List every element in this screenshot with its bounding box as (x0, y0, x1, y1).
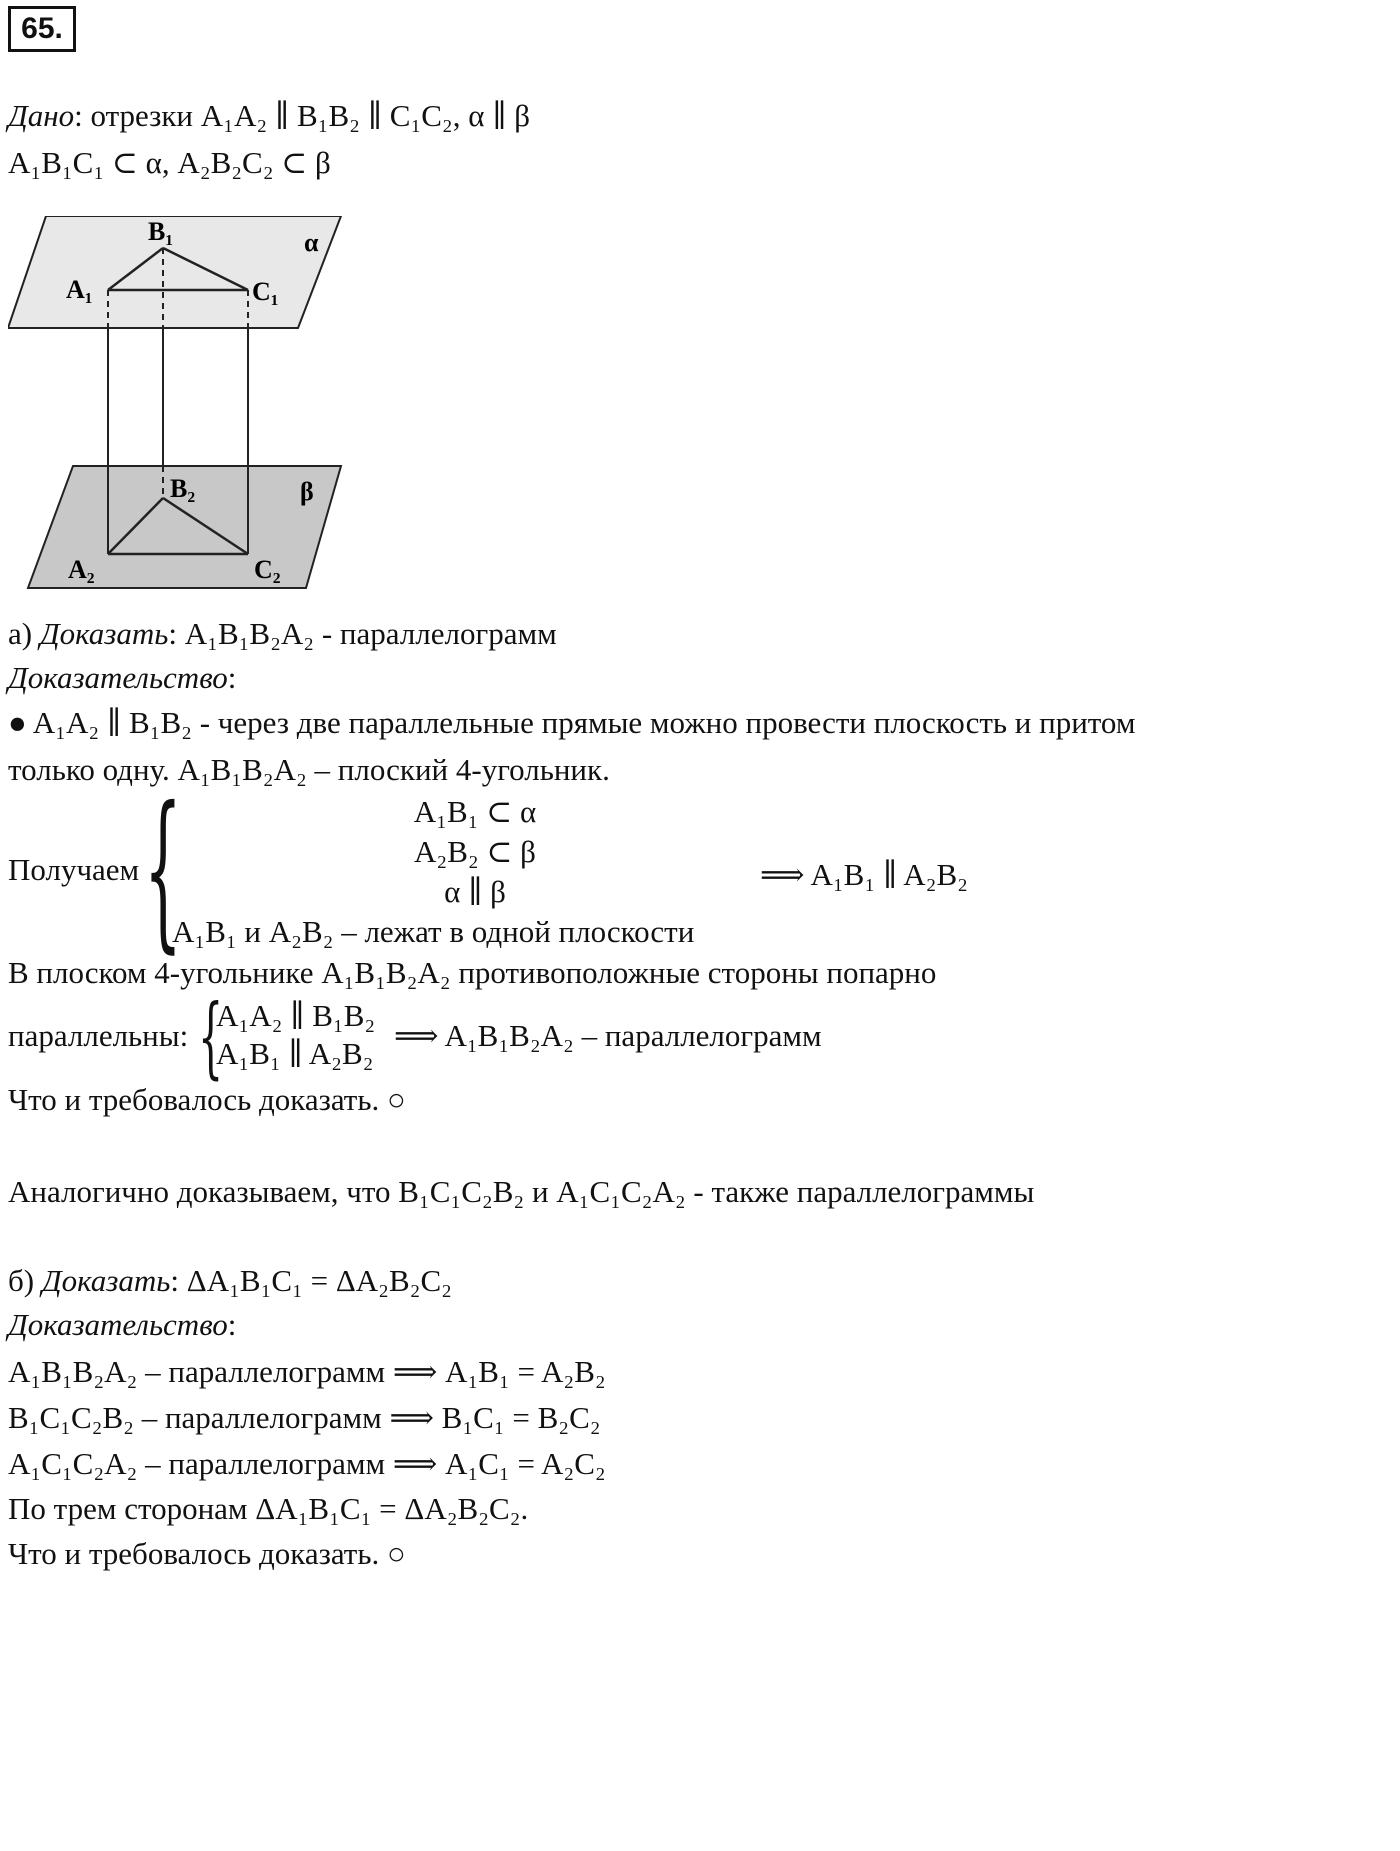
part-a-prove (8, 616, 557, 652)
part-a-qed: Что и требовалось доказать. ○ (8, 1082, 406, 1117)
part-a-proof-label: Доказательство (8, 660, 228, 695)
system-intro: Получаем (8, 852, 140, 887)
part-b-line-1: A₁B₁B₂A₂ – параллелограмм ⟹ A₁B₁ = A₂B₂ (8, 1354, 606, 1389)
parallel-result: ⟹ A₁B₁B₂A₂ – параллелограмм (394, 1018, 822, 1053)
label-a2: A₂ (68, 555, 95, 584)
system-brace: { (144, 771, 182, 969)
parallel-row-2: A₁B₁ ∥ A₂B₂ (216, 1036, 374, 1071)
part-b-proof-colon: : (227, 1307, 237, 1342)
given-line-1 (8, 98, 530, 134)
part-a-bullet-line-1: ● A₁A₂ ∥ B₁B₂ - через две параллельные прямые можно провести плоскость и притом (8, 705, 1136, 740)
given-line-2: A₁B₁C₁ ⊂ α, A₂B₂C₂ ⊂ β (8, 145, 331, 180)
part-b-prefix: б) (8, 1263, 42, 1298)
label-a1: A₁ (66, 275, 93, 304)
system-row-4: A₁B₁ и A₂B₂ – лежат в одной плоскости (172, 914, 695, 949)
part-b-qed: Что и требовалось доказать. ○ (8, 1536, 406, 1571)
label-alpha: α (304, 228, 319, 257)
part-b-proof-heading (8, 1307, 236, 1343)
geometry-figure (8, 216, 372, 607)
part-b-prove-label: Доказать (41, 1263, 171, 1298)
part-a-prove-label: Доказать (39, 616, 169, 651)
part-a-prefix: а) (8, 616, 40, 651)
system-row-1: A₁B₁ ⊂ α (413, 794, 537, 829)
analog-line: Аналогично доказываем, что B₁C₁C₂B₂ и A₁C₁C₂A₂ - также параллелограммы (8, 1174, 1035, 1209)
parallel-intro: параллельны: (8, 1018, 189, 1053)
part-a-proof-colon: : (227, 660, 237, 695)
part-b-prove-text: : ΔA₁B₁C₁ = ΔA₂B₂C₂ (170, 1263, 452, 1298)
planes-diagram (8, 216, 372, 602)
part-a-proof-heading (8, 660, 236, 696)
system-row-2: A₂B₂ ⊂ β (414, 834, 536, 869)
part-b-line-2: B₁C₁C₂B₂ – параллелограмм ⟹ B₁C₁ = B₂C₂ (8, 1400, 601, 1435)
system-result: ⟹ A₁B₁ ∥ A₂B₂ (760, 857, 968, 892)
label-b1: B₁ (148, 217, 174, 246)
label-c2: C₂ (254, 555, 281, 584)
label-b2: B₂ (170, 474, 196, 503)
plane-alpha (8, 216, 341, 328)
parallel-row-1: A₁A₂ ∥ B₁B₂ (216, 998, 376, 1033)
part-a-prove-text: : A₁B₁B₂A₂ - параллелограмм (168, 616, 557, 651)
parallel-brace: { (198, 985, 224, 1088)
system-row-3: α ∥ β (444, 874, 506, 909)
part-b-line-4: По трем сторонам ΔA₁B₁C₁ = ΔA₂B₂C₂. (8, 1491, 529, 1526)
problem-number: 65. (8, 6, 76, 52)
given-text: : отрезки A₁A₂ ∥ B₁B₂ ∥ C₁C₂, α ∥ β (74, 98, 531, 133)
part-b-line-3: A₁C₁C₂A₂ – параллелограмм ⟹ A₁C₁ = A₂C₂ (8, 1446, 606, 1481)
part-b-prove (8, 1263, 452, 1299)
label-c1: C₁ (252, 277, 279, 306)
part-b-proof-label: Доказательство (8, 1307, 228, 1342)
part-a-bullet-line-2: только одну. A₁B₁B₂A₂ – плоский 4-угольник. (8, 752, 610, 787)
given-label: Дано (8, 98, 75, 133)
label-beta: β (300, 477, 314, 506)
flat-quad-line: В плоском 4-угольнике A₁B₁B₂A₂ противоположные стороны попарно (8, 955, 937, 990)
